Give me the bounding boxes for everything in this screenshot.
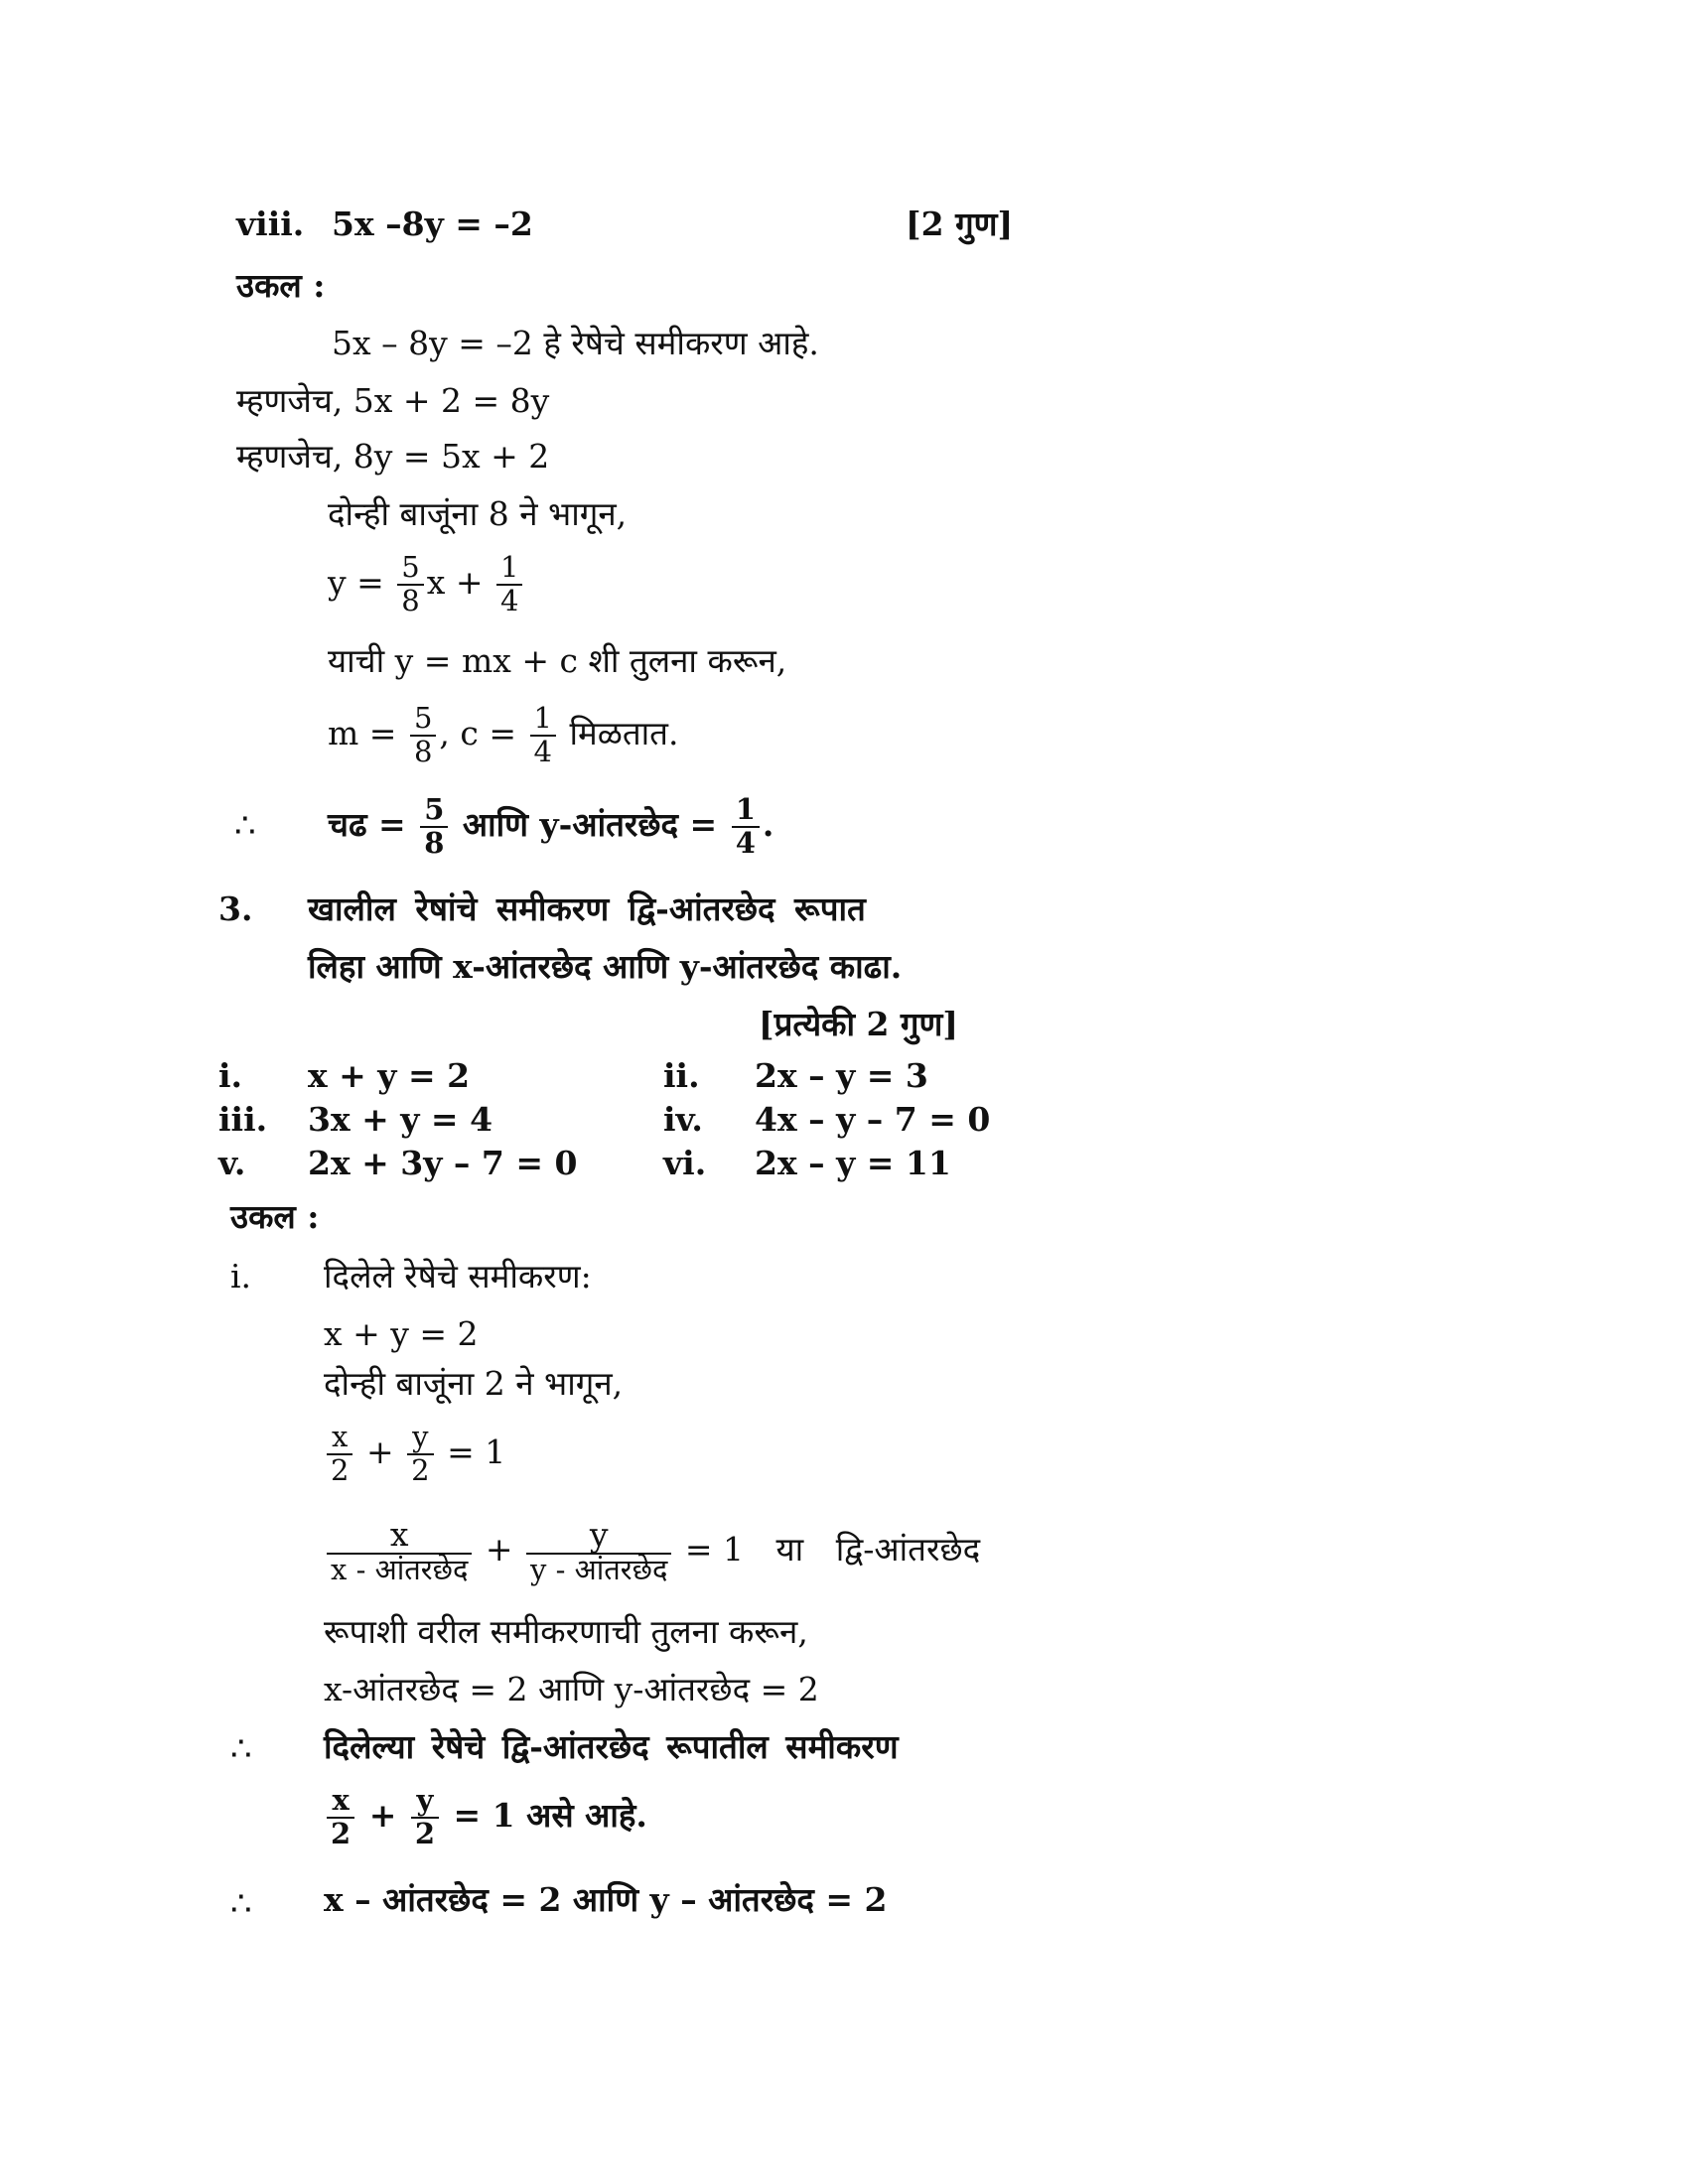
fraction — [496, 552, 522, 617]
solution-line: म्हणजेच, 8y = 5x + 2 — [236, 437, 550, 476]
fraction — [410, 703, 436, 768]
denominator: 8 — [401, 583, 420, 617]
solution-line: याची y = mx + c शी तुलना करून, — [328, 641, 787, 680]
fraction — [407, 1422, 433, 1487]
equation-text: y = — [328, 562, 384, 602]
fraction — [732, 794, 760, 860]
denominator: 2 — [331, 1452, 350, 1487]
intercept-form-equation — [324, 1517, 980, 1586]
denominator: 4 — [735, 825, 756, 860]
c-label: , c = — [439, 713, 516, 752]
list-item-label: vi. — [663, 1144, 707, 1182]
equation-text: = 1 — [684, 1530, 745, 1570]
list-item-equation: 2x – y = 11 — [755, 1144, 951, 1182]
solution-heading: उकल : — [230, 1197, 320, 1236]
equation-text: = 1 असे आहे. — [453, 1795, 647, 1835]
list-item-label: ii. — [663, 1056, 700, 1095]
fraction — [327, 1517, 472, 1586]
solution-line: रूपाशी वरील समीकरणाची तुलना करून, — [324, 1612, 808, 1651]
slope-label: चढ = — [328, 804, 406, 844]
solution-part-label: i. — [230, 1257, 252, 1296]
numerator: 5 — [410, 703, 436, 737]
plus-sign: + — [485, 1530, 513, 1570]
list-item-label: iv. — [663, 1100, 703, 1139]
numerator: y — [411, 1785, 439, 1819]
fraction — [327, 1785, 354, 1850]
solution-line: x-आंतरछेद = 2 आणि y-आंतरछेद = 2 — [324, 1670, 819, 1708]
numerator: 1 — [496, 552, 522, 586]
marks-label: [प्रत्येकी 2 गुण] — [759, 1005, 958, 1043]
list-item-label: iii. — [218, 1100, 268, 1139]
conclusion-line: दिलेल्या रेषेचे द्वि-आंतरछेद रूपातील समीकरण — [324, 1727, 899, 1766]
denominator: 4 — [533, 734, 552, 768]
solution-heading: उकल : — [236, 266, 326, 305]
numerator: 5 — [397, 552, 423, 586]
question-number: 3. — [218, 889, 253, 928]
dvi-text: द्वि-आंतरछेद — [835, 1530, 981, 1570]
plus-sign: + — [365, 1432, 394, 1471]
numerator: y — [407, 1422, 433, 1455]
fraction — [397, 552, 423, 617]
solution-line: म्हणजेच, 5x + 2 = 8y — [236, 381, 550, 420]
numerator: 1 — [732, 794, 760, 828]
m-c-values — [328, 703, 678, 768]
denominator: 8 — [413, 734, 433, 768]
conclusion-equation — [324, 1785, 647, 1850]
m-label: m = — [328, 713, 397, 752]
question-label: viii. — [236, 205, 305, 243]
therefore-symbol: ∴ — [230, 1729, 252, 1769]
numerator: x — [327, 1422, 352, 1455]
numerator: 1 — [530, 703, 556, 737]
denominator: 2 — [331, 1816, 352, 1850]
fraction — [420, 794, 448, 860]
solution-line: दोन्ही बाजूंना 8 ने भागून, — [328, 494, 628, 533]
equation-text: = 1 — [447, 1432, 506, 1471]
list-item-label: v. — [218, 1144, 246, 1182]
fraction — [327, 1422, 352, 1487]
denominator: 4 — [500, 583, 519, 617]
therefore-symbol: ∴ — [234, 806, 256, 846]
plus-sign: + — [368, 1795, 397, 1835]
list-item-equation: 2x – y = 3 — [755, 1056, 928, 1095]
fraction — [526, 1517, 671, 1586]
fraction — [411, 1785, 439, 1850]
numerator: x — [327, 1517, 472, 1555]
list-item-equation: x + y = 2 — [308, 1056, 471, 1095]
therefore-symbol: ∴ — [230, 1884, 252, 1924]
solution-line: 5x – 8y = –2 हे रेषेचे समीकरण आहे. — [332, 324, 819, 362]
denominator: 8 — [424, 825, 445, 860]
yint-label: आणि y-आंतरछेद = — [462, 804, 718, 844]
list-item-equation: 3x + y = 4 — [308, 1100, 493, 1139]
slope-conclusion — [328, 794, 774, 860]
numerator: 5 — [420, 794, 448, 828]
denominator: 2 — [414, 1816, 436, 1850]
solution-line: दिलेले रेषेचे समीकरण: — [324, 1257, 592, 1296]
numerator: y — [526, 1517, 671, 1555]
period: . — [762, 804, 774, 844]
list-item-equation: 2x + 3y – 7 = 0 — [308, 1144, 578, 1182]
fraction-equation — [324, 1422, 505, 1487]
equation-text: x + — [426, 562, 484, 602]
denominator: 2 — [411, 1452, 430, 1487]
numerator: x — [327, 1785, 354, 1819]
denominator: x - आंतरछेद — [331, 1553, 469, 1587]
list-item-label: i. — [218, 1056, 243, 1095]
fraction — [530, 703, 556, 768]
solution-line: दोन्ही बाजूंना 2 ने भागून, — [324, 1364, 624, 1403]
milatat-text: मिळतात. — [569, 713, 679, 752]
question-equation: 5x –8y = –2 — [332, 205, 533, 243]
ya-text: या — [775, 1530, 804, 1570]
fraction-equation — [328, 552, 525, 617]
question-text: लिहा आणि x-आंतरछेद आणि y-आंतरछेद काढा. — [308, 947, 903, 986]
final-answer: x – आंतरछेद = 2 आणि y – आंतरछेद = 2 — [324, 1880, 888, 1919]
solution-line: x + y = 2 — [324, 1314, 479, 1353]
list-item-equation: 4x – y – 7 = 0 — [755, 1100, 991, 1139]
question-text: खालील रेषांचे समीकरण द्वि-आंतरछेद रूपात — [308, 889, 866, 928]
denominator: y - आंतरछेद — [530, 1553, 668, 1587]
marks-label: [2 गुण] — [906, 205, 1014, 243]
